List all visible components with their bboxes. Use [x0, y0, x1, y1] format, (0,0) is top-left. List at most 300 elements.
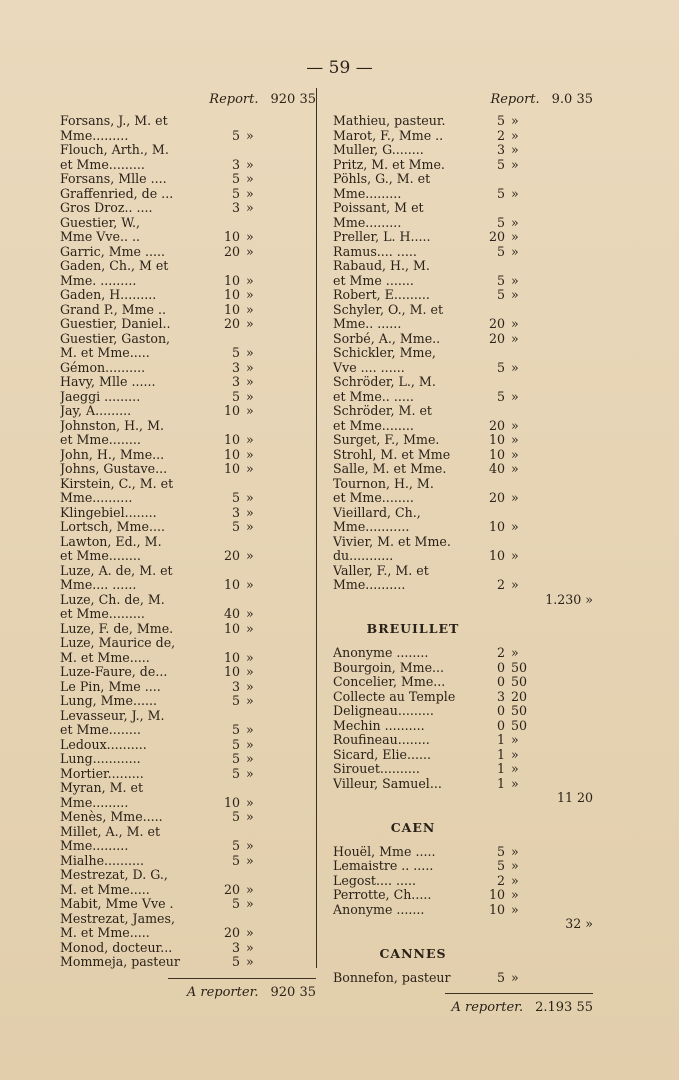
donor-name: Vve .... ......: [333, 360, 405, 375]
left-carry-label: A reporter.: [186, 984, 259, 1000]
donation-amount: 3: [231, 374, 240, 389]
donation-cents: »: [511, 872, 519, 888]
donor-entry: [333, 129, 593, 144]
donation-amount: 5: [496, 359, 505, 375]
donation-amount: 20: [223, 316, 240, 331]
donation-amount: 3: [496, 142, 505, 157]
donation-amount: 3: [231, 359, 240, 375]
donation-amount: [204, 477, 246, 492]
donation-cents: »: [246, 127, 254, 143]
donor-name: Mommeja, pasteur: [60, 955, 180, 969]
right-carry-label: A reporter.: [451, 1000, 524, 1015]
donation-amount: 0: [496, 659, 505, 675]
page-number: — 59 —: [306, 58, 373, 78]
donor-entry: [333, 874, 593, 889]
donation-amount: [204, 535, 246, 550]
donation-amount: [204, 419, 246, 434]
donor-name: Valler, F., M. et: [333, 563, 429, 578]
donation-cents: »: [511, 359, 519, 375]
donation-cents: »: [246, 939, 254, 955]
donation-cents: [246, 781, 264, 796]
donation-cents: »: [511, 746, 519, 762]
donation-amount: 1: [496, 761, 505, 776]
section-title: BREUILLET: [366, 621, 460, 636]
donor-name: et Mme........: [60, 433, 141, 447]
donor-name: Mme. .........: [60, 273, 137, 288]
donation-cents: »: [246, 200, 254, 215]
donation-amount: [204, 825, 246, 840]
donation-cents: »: [511, 388, 519, 404]
donation-cents: »: [246, 881, 254, 897]
donor-name: Mme.. ......: [333, 317, 402, 331]
donation-amount: 10: [223, 287, 240, 302]
donor-name: M. et Mme.....: [60, 650, 150, 665]
donation-cents: »: [511, 901, 519, 917]
donor-name: Monod, docteur...: [60, 940, 173, 955]
donation-cents: »: [246, 925, 254, 940]
donor-name: Perrotte, Ch.....: [333, 888, 432, 902]
donation-amount: [204, 868, 246, 883]
donor-name: et Mme .......: [333, 273, 414, 288]
donor-entry: [60, 317, 316, 332]
donor-name: Pöhls, G., M. et: [333, 172, 431, 186]
donor-entry: [333, 520, 593, 535]
donor-entry: [60, 129, 316, 144]
donation-cents: »: [246, 156, 254, 172]
donation-cents: 50: [511, 717, 528, 733]
donor-name: Vivier, M. et Mme.: [333, 534, 451, 549]
donor-name: Mestrezat, D. G.,: [60, 868, 168, 882]
donation-amount: 10: [223, 794, 240, 810]
donor-name: Schröder, L., M.: [333, 375, 436, 389]
donation-cents: »: [246, 345, 254, 360]
right-subtotal: 1.230 »: [545, 591, 593, 607]
donation-cents: »: [246, 678, 254, 694]
donation-amount: 10: [488, 446, 505, 462]
donor-entry: [333, 158, 593, 173]
donation-cents: [246, 114, 264, 129]
donation-cents: [511, 506, 529, 521]
donor-name: et Mme.........: [60, 607, 145, 621]
donor-name: Houël, Mme .....: [333, 844, 436, 859]
donor-name: Mathieu, pasteur.: [333, 114, 446, 128]
right-total-rule: [445, 993, 593, 994]
donor-name: Jaeggi .........: [60, 389, 141, 404]
donation-amount: [469, 375, 511, 390]
section-subtotal-row: [333, 917, 593, 932]
donor-name: Salle, M. et Mme.: [333, 462, 447, 476]
donation-amount: 10: [488, 432, 505, 447]
donor-name: et Mme.........: [60, 157, 145, 172]
donation-cents: [511, 535, 529, 550]
donor-name: Ramus.... .....: [333, 244, 417, 259]
donor-name: Mialhe..........: [60, 853, 145, 868]
donor-entry: [60, 767, 316, 782]
donation-cents: [246, 868, 264, 883]
donor-name: Deligneau.........: [333, 704, 434, 718]
donor-entry: [60, 433, 316, 448]
donation-cents: [246, 419, 264, 434]
donor-entry: [333, 332, 593, 347]
donor-name: Mme..........: [60, 491, 133, 505]
donation-cents: »: [511, 127, 519, 143]
donor-name: Garric, Mme .....: [60, 244, 166, 259]
donation-cents: [511, 201, 529, 216]
donor-name: Strohl, M. et Mme: [333, 447, 451, 462]
donation-amount: [204, 143, 246, 158]
donor-entry: [60, 694, 316, 709]
donation-cents: »: [511, 775, 519, 791]
donation-cents: »: [511, 156, 519, 172]
donor-entry: [333, 578, 593, 593]
donation-amount: 10: [488, 901, 505, 917]
donor-entry: [333, 143, 593, 158]
donation-amount: 0: [496, 703, 505, 718]
donor-name: Mme.... ......: [60, 578, 137, 592]
donor-name: Mme Vve.. ..: [60, 230, 140, 244]
donation-cents: »: [511, 316, 519, 331]
donor-entry: [333, 506, 593, 521]
donor-entry: [60, 564, 316, 579]
donor-entry: [60, 288, 316, 303]
donor-entry: [333, 477, 593, 492]
donor-entry: [60, 419, 316, 434]
donor-entry: [60, 187, 316, 202]
donation-amount: 2: [496, 645, 505, 660]
donation-amount: [469, 404, 511, 419]
donor-name: Tournon, H., M.: [333, 476, 434, 491]
donor-entry: [60, 390, 316, 405]
donation-cents: »: [246, 736, 254, 752]
donor-entry: [333, 216, 593, 231]
donor-name: Lawton, Ed., M.: [60, 534, 162, 549]
donation-cents: »: [246, 548, 254, 563]
donation-cents: »: [511, 761, 519, 776]
donor-entry: [333, 346, 593, 361]
donor-entry: [333, 777, 593, 792]
donor-name: Anonyme ........: [333, 646, 429, 660]
donation-amount: 2: [496, 872, 505, 888]
donation-amount: 5: [496, 287, 505, 302]
donation-cents: »: [511, 185, 519, 201]
donation-cents: »: [511, 432, 519, 447]
right-report-header: [333, 92, 593, 112]
donor-name: Concelier, Mme...: [333, 675, 446, 689]
donation-amount: 5: [231, 751, 240, 766]
donor-entry: [333, 390, 593, 405]
donor-entry: [333, 675, 593, 690]
donation-cents: 20: [511, 688, 528, 704]
donor-entry: [60, 680, 316, 695]
donation-cents: »: [511, 287, 519, 302]
donor-entry: [333, 646, 593, 661]
right-report-total: 9.0 35: [551, 92, 593, 107]
donor-entry: [333, 448, 593, 463]
donor-name: Mme.........: [333, 215, 402, 230]
donor-entry: [60, 230, 316, 245]
donation-amount: [204, 332, 246, 347]
donation-cents: »: [511, 446, 519, 462]
donation-cents: »: [511, 229, 519, 244]
donor-entry: [60, 752, 316, 767]
donor-entry: [60, 375, 316, 390]
donation-cents: »: [511, 142, 519, 157]
donor-entry: [333, 172, 593, 187]
donor-name: M. et Mme.....: [60, 882, 150, 897]
right-report-label: Report.: [490, 92, 540, 107]
donor-name: Grand P., Mme ..: [60, 302, 166, 317]
donation-amount: [204, 114, 246, 129]
donor-name: Flouch, Arth., M.: [60, 143, 169, 157]
donation-amount: [204, 259, 246, 274]
donor-name: Menès, Mme.....: [60, 810, 163, 824]
donation-amount: 10: [223, 446, 240, 462]
donor-name: Legost.... .....: [333, 873, 417, 888]
donor-entry: [60, 796, 316, 811]
donor-entry: [60, 361, 316, 376]
donor-entry: [333, 288, 593, 303]
donor-entry: [333, 303, 593, 318]
donation-cents: »: [511, 417, 519, 433]
donation-cents: [246, 912, 264, 927]
donation-amount: 40: [488, 461, 505, 476]
donor-entry: [60, 172, 316, 187]
donor-entry: [333, 317, 593, 332]
donor-name: Preller, L. H.....: [333, 230, 431, 244]
donor-entry: [60, 477, 316, 492]
donation-cents: »: [246, 461, 254, 476]
donation-amount: 20: [488, 229, 505, 244]
donation-amount: 20: [488, 316, 505, 331]
donor-entry: [333, 491, 593, 506]
donation-cents: »: [246, 287, 254, 302]
donor-name: Schyler, O., M. et: [333, 302, 444, 317]
donor-name: Jay, A.........: [60, 404, 132, 418]
donor-name: Mme..........: [333, 578, 406, 592]
donor-name: Lung............: [60, 752, 141, 766]
donation-amount: 10: [223, 577, 240, 592]
donation-cents: »: [246, 272, 254, 288]
donation-cents: »: [511, 645, 519, 660]
donation-cents: »: [511, 490, 519, 505]
right-column: [333, 92, 593, 1015]
donation-amount: 20: [488, 330, 505, 346]
donor-entry: [60, 520, 316, 535]
donation-amount: 5: [231, 185, 240, 201]
donor-name: Guestier, Daniel..: [60, 317, 171, 331]
donor-entry: [60, 868, 316, 883]
donor-entry: [60, 709, 316, 724]
donor-name: Mme.........: [333, 186, 402, 201]
donor-entry: [60, 651, 316, 666]
donor-name: Guestier, W.,: [60, 215, 141, 230]
section-subtotal: 11 20: [556, 790, 593, 805]
donation-amount: 5: [231, 693, 240, 708]
donor-entry: [60, 143, 316, 158]
donor-entry: [333, 201, 593, 216]
donation-cents: »: [246, 519, 254, 534]
donor-entry: [60, 854, 316, 869]
donation-cents: »: [246, 374, 254, 389]
donor-name: Lung, Mme......: [60, 694, 157, 708]
donor-name: Schröder, M. et: [333, 404, 432, 418]
donation-amount: 20: [488, 490, 505, 505]
donor-name: Gaden, Ch., M et: [60, 259, 169, 273]
donation-amount: 10: [488, 887, 505, 902]
donor-entry: [60, 955, 316, 970]
donor-entry: [60, 535, 316, 550]
donation-amount: 5: [231, 388, 240, 404]
donor-entry: [60, 636, 316, 651]
donor-entry: [60, 346, 316, 361]
donation-amount: 5: [231, 171, 240, 186]
donor-entry: [60, 839, 316, 854]
donation-cents: »: [246, 388, 254, 404]
donor-name: et Mme........: [60, 723, 141, 737]
donor-name: Anonyme .......: [333, 902, 425, 917]
donation-amount: 5: [231, 127, 240, 143]
donor-entry: [60, 303, 316, 318]
donation-cents: [246, 143, 264, 158]
donation-cents: »: [246, 301, 254, 317]
donor-entry: [333, 971, 593, 986]
donation-cents: [511, 346, 529, 361]
donation-amount: 5: [496, 113, 505, 128]
donor-name: Forsans, Mlle ....: [60, 172, 167, 186]
donation-cents: »: [511, 330, 519, 346]
donor-name: Luze, F. de, Mme.: [60, 621, 174, 636]
donor-entry: [333, 690, 593, 705]
donor-name: Sicard, Elie......: [333, 747, 432, 762]
donor-name: Myran, M. et: [60, 781, 144, 795]
donor-entry: [333, 888, 593, 903]
donation-cents: »: [246, 765, 254, 781]
donor-name: Ledoux..........: [60, 737, 147, 752]
donor-entry: [333, 462, 593, 477]
donor-entry: [60, 941, 316, 956]
column-divider: [316, 88, 317, 968]
donor-name: Levasseur, J., M.: [60, 708, 165, 723]
donor-entry: [60, 738, 316, 753]
donation-cents: »: [511, 858, 519, 873]
donation-amount: [469, 172, 511, 187]
donor-name: Kirstein, C., M. et: [60, 476, 174, 491]
donor-entry: [60, 883, 316, 898]
donor-entry: [333, 903, 593, 918]
section-subtotal: 32 »: [565, 916, 593, 931]
donor-entry: [333, 661, 593, 676]
donation-amount: 5: [496, 858, 505, 873]
donation-amount: [204, 709, 246, 724]
donor-name: Luze, A. de, M. et: [60, 563, 173, 578]
donor-entry: [60, 926, 316, 941]
donation-amount: 10: [223, 664, 240, 679]
donor-name: et Mme........: [333, 491, 414, 505]
donor-name: Mortier.........: [60, 766, 144, 781]
donation-amount: [469, 506, 511, 521]
donation-cents: »: [511, 548, 519, 563]
donation-amount: 3: [496, 688, 505, 704]
donor-entry: [333, 762, 593, 777]
donor-name: Roufineau........: [333, 733, 430, 747]
donor-entry: [333, 187, 593, 202]
donation-amount: [469, 535, 511, 550]
donation-cents: »: [246, 664, 254, 679]
donation-amount: 20: [223, 243, 240, 259]
donor-name: Forsans, J., M. et: [60, 114, 168, 128]
donor-entry: [60, 462, 316, 477]
donor-name: et Mme........: [60, 549, 141, 563]
donor-entry: [60, 332, 316, 347]
donation-cents: »: [246, 316, 254, 331]
donor-entry: [60, 245, 316, 260]
donation-amount: 5: [231, 765, 240, 781]
donation-amount: 10: [223, 272, 240, 288]
donation-amount: 5: [231, 345, 240, 360]
donor-entry: [333, 230, 593, 245]
donation-cents: »: [511, 732, 519, 747]
donation-cents: »: [511, 519, 519, 534]
donation-amount: [469, 201, 511, 216]
donation-amount: [204, 593, 246, 608]
donor-name: Luze-Faure, de...: [60, 665, 168, 679]
donation-cents: »: [511, 577, 519, 592]
left-column: [60, 92, 316, 1000]
donation-cents: »: [246, 809, 254, 824]
donor-entry: [60, 549, 316, 564]
donor-name: Johns, Gustave...: [60, 462, 168, 476]
donation-amount: 5: [231, 736, 240, 752]
donation-cents: »: [511, 272, 519, 288]
donor-entry: [333, 259, 593, 274]
donation-cents: »: [246, 896, 254, 911]
donor-entry: [333, 535, 593, 550]
donation-cents: [246, 709, 264, 724]
donation-cents: »: [246, 954, 254, 969]
donor-entry: [60, 912, 316, 927]
donor-name: Vieillard, Ch.,: [333, 505, 421, 520]
donor-entry: [333, 733, 593, 748]
donor-name: Mme...........: [333, 520, 410, 534]
donation-cents: »: [246, 403, 254, 418]
donation-amount: 5: [496, 272, 505, 288]
donor-name: Klingebiel........: [60, 505, 157, 520]
donor-entry: [333, 419, 593, 434]
donation-cents: »: [246, 649, 254, 665]
donor-entry: [60, 593, 316, 608]
donation-amount: [204, 781, 246, 796]
donor-entry: [60, 825, 316, 840]
donation-cents: »: [511, 887, 519, 902]
donation-amount: 2: [496, 127, 505, 143]
section-title: CAEN: [390, 819, 436, 835]
donation-cents: »: [246, 359, 254, 375]
donation-cents: »: [246, 693, 254, 708]
donation-cents: »: [511, 461, 519, 476]
donor-name: Guestier, Gaston,: [60, 331, 171, 346]
donor-name: Gaden, H.........: [60, 288, 157, 302]
donor-name: Robert, E.........: [333, 288, 430, 302]
donation-cents: 50: [511, 674, 528, 689]
donor-name: Mme.........: [60, 128, 129, 143]
donation-cents: [511, 375, 529, 390]
donation-amount: 5: [231, 809, 240, 824]
donation-amount: 1: [496, 732, 505, 747]
donation-amount: [204, 564, 246, 579]
donation-amount: 5: [231, 490, 240, 505]
donation-amount: [204, 216, 246, 231]
donation-cents: »: [246, 185, 254, 201]
